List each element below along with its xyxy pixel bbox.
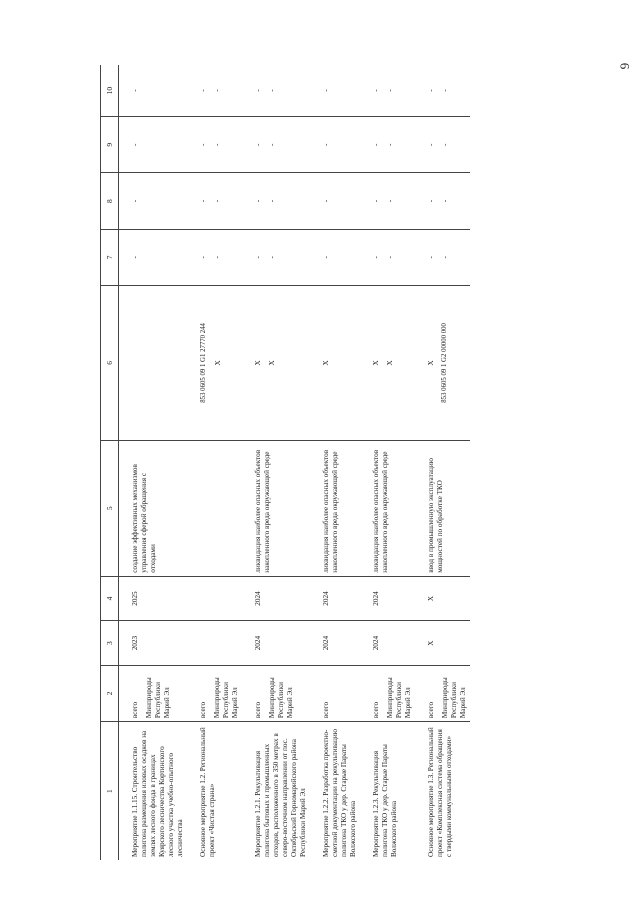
end-year: 2024 — [310, 576, 360, 621]
column-header: 1 — [101, 722, 119, 860]
executor-cell — [415, 665, 470, 721]
value-10: - — [119, 65, 188, 117]
budget-code: 853 0605 09 1 G2 00000 000 — [441, 323, 449, 403]
expected-result: ликвидация наиболее опасных объектов накопленного вреда окружающей среде — [310, 440, 360, 576]
value-7: - - — [360, 229, 415, 285]
budget-code: 853 0605 09 1 G1 27770 244 — [200, 323, 208, 403]
value-8: - - — [360, 173, 415, 229]
end-year: 2025 — [119, 576, 188, 621]
executor-org: Минприроды Республики Марий Эл — [213, 677, 240, 719]
start-year: 2024 — [242, 621, 310, 666]
expected-result — [187, 440, 242, 576]
value-10: - — [310, 65, 360, 117]
table-row — [187, 65, 242, 860]
table-row — [310, 65, 360, 860]
budget-code-cell — [360, 285, 415, 440]
value-7: - - — [242, 229, 310, 285]
table-row — [360, 65, 415, 860]
end-year — [187, 576, 242, 621]
activity-name: Основное мероприятие 1.2. Региональный проект «Чистая страна» — [199, 727, 217, 857]
activity-name: Мероприятие 1.2.2. Разработка проектно-сметной документации на рекультивацию полигона ТКО у дер. Старые Параты Волжского района — [322, 728, 358, 857]
value-7: - — [119, 229, 188, 285]
column-header: 8 — [101, 173, 119, 229]
start-year: 2024 — [360, 621, 415, 666]
executor-total: всего — [254, 701, 263, 719]
start-year: 2023 — [119, 621, 188, 666]
value-10: - - — [187, 65, 242, 117]
page-number: 6 — [616, 62, 632, 70]
activity-name: Мероприятие 1.1.15. Строительство полигона размещения иловых осадков на землях лесного фонда в границах Куярского лесничества Кортинского лесного участка учебно-опытного лесничества — [131, 730, 185, 857]
budget-code — [119, 285, 188, 440]
budget-code-cell — [187, 285, 242, 440]
value-10: - - — [242, 65, 310, 117]
end-year: 2024 — [360, 576, 415, 621]
value-9: - - — [187, 117, 242, 173]
executor-cell — [360, 665, 415, 721]
table-row — [415, 65, 470, 860]
expected-result: ликвидация наиболее опасных объектов накопленного вреда окружающей среде — [242, 440, 310, 576]
expected-result: создание эффективных механизмов управления сферой обращения с отходами — [119, 440, 188, 576]
table-row — [119, 65, 188, 860]
column-header: 5 — [101, 440, 119, 576]
budget-code-mark: X — [427, 360, 436, 366]
column-header: 4 — [101, 576, 119, 621]
value-9: - — [119, 117, 188, 173]
executor-cell — [187, 665, 242, 721]
value-8: - - — [187, 173, 242, 229]
value-9: - - — [360, 117, 415, 173]
budget-code: X — [372, 360, 381, 366]
value-8: - — [310, 173, 360, 229]
value-8: - - — [242, 173, 310, 229]
expected-result: ввод в промышленную эксплуатацию мощностей по обработке ТКО — [415, 440, 470, 576]
executor-total: всего — [199, 701, 208, 719]
executor-total: всего — [427, 701, 436, 719]
column-header: 9 — [101, 117, 119, 173]
budget-code-mark: X — [386, 360, 395, 366]
end-year: X — [415, 576, 470, 621]
executor-cell — [242, 665, 310, 721]
start-year — [187, 621, 242, 666]
value-9: - — [310, 117, 360, 173]
budget-code-cell — [242, 285, 310, 440]
column-header: 7 — [101, 229, 119, 285]
value-9: - - — [415, 117, 470, 173]
budget-code-cell — [415, 285, 470, 440]
start-year: X — [415, 621, 470, 666]
executor-total: всего — [372, 701, 381, 719]
start-year: 2024 — [310, 621, 360, 666]
program-table — [100, 65, 470, 860]
executor-org: Минприроды Республики Марий Эл — [441, 677, 468, 719]
expected-result: ликвидация наиболее опасных объектов накопленного вреда окружающей среде — [360, 440, 415, 576]
activity-name: Мероприятие 1.2.3. Рекультивация полигона ТКО у дер. Старые Параты Волжского района — [372, 744, 399, 857]
value-10: - - — [360, 65, 415, 117]
value-8: - — [119, 173, 188, 229]
budget-code-mark: X — [213, 360, 222, 366]
value-7: - — [310, 229, 360, 285]
executor-cell — [310, 665, 360, 721]
executor-org: Минприроды Республики Марий Эл — [268, 677, 295, 719]
budget-code: X — [310, 285, 360, 440]
executor-total: всего — [322, 701, 331, 719]
activity-name: Мероприятие 1.2.1. Рекультивация полигона бытовых и промышленных отходов, расположенного в 350 метрах в северо-восточном направлении от пос. Октябрьский Горномарийского района Республики Марий Эл — [254, 733, 308, 857]
budget-code: X — [254, 360, 263, 366]
executor-org: Минприроды Республики Марий Эл — [386, 677, 413, 719]
executor-cell — [119, 665, 188, 721]
budget-code-mark: X — [268, 360, 277, 366]
column-header: 2 — [101, 665, 119, 721]
table-row — [242, 65, 310, 860]
value-7: - - — [415, 229, 470, 285]
end-year: 2024 — [242, 576, 310, 621]
column-header: 6 — [101, 285, 119, 440]
column-header: 3 — [101, 621, 119, 666]
column-number-row — [101, 65, 119, 860]
value-8: - - — [415, 173, 470, 229]
executor-total: всего — [131, 701, 140, 719]
value-10: - - — [415, 65, 470, 117]
value-7: - - — [187, 229, 242, 285]
activity-name: Основное мероприятие 1.3. Региональный проект «Комплексная система обращения с твердыми коммунальными отходами» — [427, 727, 454, 857]
column-header: 10 — [101, 65, 119, 117]
executor-org: Минприроды Республики Марий Эл — [145, 677, 172, 719]
document-sheet — [100, 65, 520, 860]
value-9: - - — [242, 117, 310, 173]
